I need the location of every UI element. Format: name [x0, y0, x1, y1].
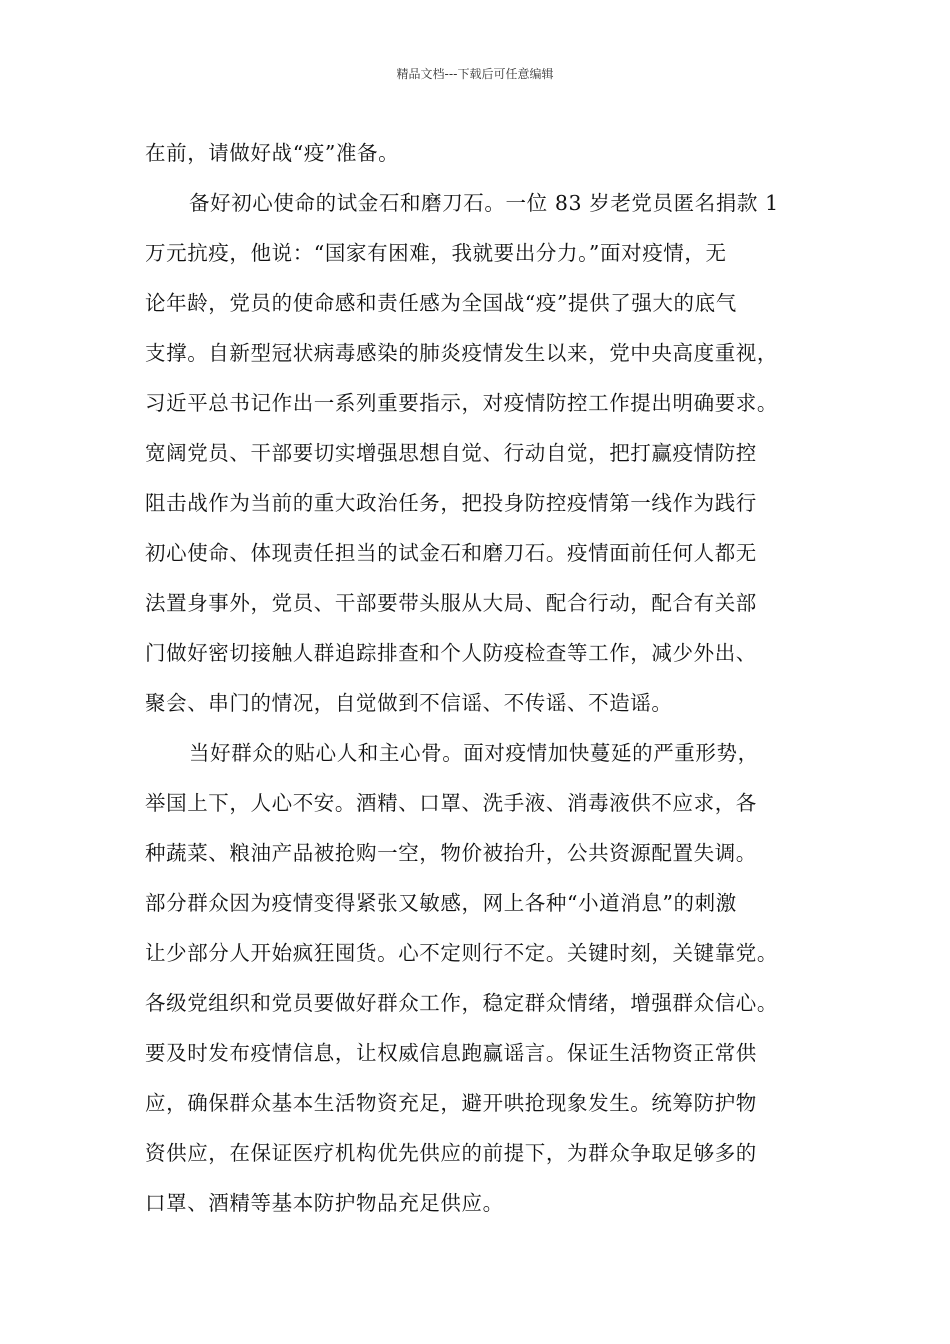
text-line: 当好群众的贴心人和主心骨。面对疫情加快蔓延的严重形势， — [189, 741, 759, 765]
document-body — [145, 128, 825, 1228]
text-line: 备好初心使命的试金石和磨刀石。一位 83 岁老党员匿名捐款 1 — [189, 191, 779, 215]
text-line: 在前，请做好战“疫”准备。 — [145, 141, 400, 165]
text-line: 口罩、酒精等基本防护物品充足供应。 — [145, 1191, 504, 1215]
text-line: 聚会、串门的情况，自觉做到不信谣、不传谣、不造谣。 — [145, 691, 673, 715]
paragraph-3 — [145, 728, 825, 1228]
text-line: 让少部分人开始疯狂囤货。心不定则行不定。关键时刻，关键靠党。 — [145, 941, 778, 965]
paragraph-2 — [145, 178, 825, 728]
text-line: 门做好密切接触人群追踪排查和个人防疫检查等工作，减少外出、 — [145, 641, 757, 665]
text-line: 万元抗疫，他说：“国家有困难，我就要出分力。”面对疫情，无 — [145, 241, 727, 265]
paragraph-1 — [145, 128, 825, 178]
text-line: 论年龄，党员的使命感和责任感为全国战“疫”提供了强大的底气 — [145, 291, 737, 315]
text-line: 应，确保群众基本生活物资充足，避开哄抢现象发生。统筹防护物 — [145, 1091, 757, 1115]
text-line: 种蔬菜、粮油产品被抢购一空，物价被抬升，公共资源配置失调。 — [145, 841, 757, 865]
text-line: 阻击战作为当前的重大政治任务，把投身防控疫情第一线作为践行 — [145, 491, 757, 515]
page-header: 精品文档---下载后可任意编辑 — [396, 67, 554, 81]
text-line: 支撑。自新型冠状病毒感染的肺炎疫情发生以来，党中央高度重视， — [145, 341, 778, 365]
text-line: 部分群众因为疫情变得紧张又敏感，网上各种“小道消息”的刺激 — [145, 891, 737, 915]
text-line: 资供应，在保证医疗机构优先供应的前提下，为群众争取足够多的 — [145, 1141, 757, 1165]
text-line: 举国上下，人心不安。酒精、口罩、洗手液、消毒液供不应求，各 — [145, 791, 757, 815]
text-line: 宽阔党员、干部要切实增强思想自觉、行动自觉，把打赢疫情防控 — [145, 441, 757, 465]
text-line: 初心使命、体现责任担当的试金石和磨刀石。疫情面前任何人都无 — [145, 541, 757, 565]
text-line: 要及时发布疫情信息，让权威信息跑赢谣言。保证生活物资正常供 — [145, 1041, 757, 1065]
text-line: 各级党组织和党员要做好群众工作，稳定群众情绪，增强群众信心。 — [145, 991, 778, 1015]
text-line: 习近平总书记作出一系列重要指示，对疫情防控工作提出明确要求。 — [145, 391, 778, 415]
text-line: 法置身事外，党员、干部要带头服从大局、配合行动，配合有关部 — [145, 591, 757, 615]
